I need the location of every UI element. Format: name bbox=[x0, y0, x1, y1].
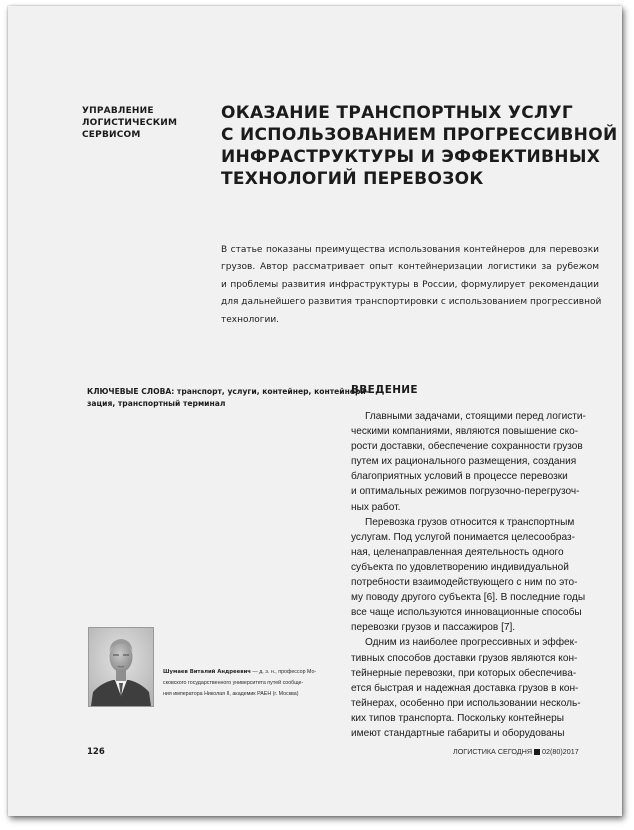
article-abstract bbox=[221, 242, 602, 329]
body-line: услугам. Под услугой понимается целесообраз- bbox=[351, 531, 575, 543]
journal-name: ЛОГИСТИКА СЕГОДНЯ bbox=[453, 747, 533, 756]
author-name: Шумаев Виталий Андреевич bbox=[163, 669, 251, 675]
body-line: ная, целенаправленная деятельность одного bbox=[351, 546, 564, 558]
title-line: ОКАЗАНИЕ ТРАНСПОРТНЫХ УСЛУГ bbox=[221, 103, 573, 123]
body-line: субъекта по удовлетворению индивидуальной bbox=[351, 561, 569, 573]
section-label-line: ЛОГИСТИЧЕСКИМ bbox=[82, 118, 178, 128]
page-number: 126 bbox=[87, 747, 105, 757]
body-line: рости доставки, обеспечение сохранности грузов bbox=[351, 441, 583, 453]
author-line: ния императора Николая II, академик РАЕН (г. Москва) bbox=[163, 690, 299, 697]
intro-heading: ВВЕДЕНИЕ bbox=[351, 384, 418, 396]
body-line: тейнерные перевозки, при которых обеспечива- bbox=[351, 667, 577, 679]
abstract-line: для дальнейшего развития транспортировки с использованием прогрессивной bbox=[221, 297, 602, 308]
journal-issue: 02(80)2017 bbox=[542, 747, 579, 756]
article-title bbox=[221, 102, 618, 190]
body-line: перевозки грузов и пассажиров [7]. bbox=[351, 622, 516, 634]
abstract-line: В статье показаны преимущества использования контейнеров для перевозки bbox=[221, 245, 599, 255]
body-line: благоприятных условий в процессе перевозки bbox=[351, 471, 568, 483]
body-line: Перевозка грузов относится к транспортным bbox=[365, 516, 575, 528]
body-text bbox=[351, 409, 601, 741]
section-label-line: УПРАВЛЕНИЕ bbox=[82, 106, 154, 116]
abstract-line: грузов. Автор рассматривает опыт контейнеризации логистики за рубежом bbox=[221, 262, 599, 273]
section-label bbox=[82, 105, 192, 141]
keywords-line: КЛЮЧЕВЫЕ СЛОВА: транспорт, услуги, контейнер, контейнери- bbox=[87, 387, 369, 396]
body-line: ных работ. bbox=[351, 501, 401, 513]
body-line: ческими компаниями, являются повышение ско- bbox=[351, 426, 579, 438]
journal-footer bbox=[453, 747, 621, 756]
author-line bbox=[163, 667, 338, 678]
body-line: потребности взаимодействующего с ним по это- bbox=[351, 577, 578, 589]
body-line: ких типов транспорта. Поскольку контейнеры bbox=[351, 712, 564, 724]
body-line: му поводу другого субъекта [6]. В последние годы bbox=[351, 592, 586, 604]
section-label-line: СЕРВИСОМ bbox=[82, 130, 141, 140]
author-line: сковского государственного университета путей сообще- bbox=[163, 679, 304, 686]
body-line: Главными задачами, стоящими перед логисти- bbox=[365, 411, 586, 422]
author-degree: — д. э. н., профессор Мо- bbox=[250, 669, 317, 675]
body-line: тивных способов доставки грузов являются кон- bbox=[351, 652, 578, 664]
body-line: тейнерах, особенно при использовании несколь- bbox=[351, 697, 581, 709]
title-line: С ИСПОЛЬЗОВАНИЕМ ПРОГРЕССИВНОЙ bbox=[221, 125, 618, 145]
title-line: ИНФРАСТРУКТУРЫ И ЭФФЕКТИВНЫХ bbox=[221, 147, 601, 167]
author-photo bbox=[88, 627, 154, 707]
body-line: имеют стандартные габариты и оборудованы bbox=[351, 727, 565, 739]
body-line: все чаще используются инновационные способы bbox=[351, 607, 582, 619]
body-line: путем их рационального размещения, создания bbox=[351, 456, 577, 468]
square-bullet-icon bbox=[534, 749, 540, 755]
author-portrait-image bbox=[89, 628, 153, 706]
keywords-line: зация, транспортный терминал bbox=[87, 398, 226, 408]
keywords bbox=[87, 386, 369, 409]
journal-page bbox=[8, 6, 622, 816]
abstract-line: технологии. bbox=[221, 314, 280, 325]
body-line: ется быстрая и надежная доставка грузов в кон- bbox=[351, 682, 579, 694]
abstract-line: и проблемы развития инфраструктуры в России, формулирует рекомендации bbox=[221, 279, 599, 290]
body-line: и оптимальных режимов погрузочно-перегрузоч- bbox=[351, 486, 580, 498]
author-info bbox=[163, 667, 338, 699]
body-line: Одним из наиболее прогрессивных и эффек- bbox=[365, 637, 578, 649]
title-line: ТЕХНОЛОГИЙ ПЕРЕВОЗОК bbox=[221, 169, 484, 189]
